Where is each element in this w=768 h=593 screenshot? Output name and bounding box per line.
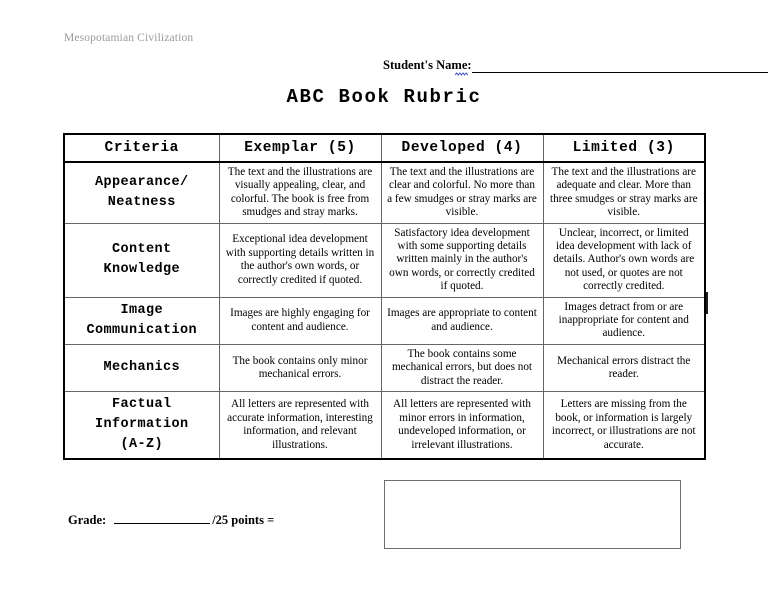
column-header-limited: Limited (3) — [543, 134, 705, 162]
grade-suffix: /25 points = — [212, 513, 275, 527]
table-header-row — [64, 134, 705, 162]
table-row — [64, 392, 705, 460]
text-cursor-caret — [706, 292, 708, 314]
spellcheck-squiggle-icon — [455, 72, 468, 76]
cell-limited: Images detract from or are inappropriate for content and audience. — [543, 297, 705, 344]
criteria-label: Appearance/ Neatness — [64, 162, 219, 223]
table-row — [64, 297, 705, 344]
cell-developed: Satisfactory idea development with some supporting details written mainly in the author's own words, or correctly credited if quoted. — [381, 223, 543, 297]
cell-limited: Letters are missing from the book, or information is largely incorrect, or illustrations are not accurate. — [543, 392, 705, 460]
cell-exemplar: Images are highly engaging for content and audience. — [219, 297, 381, 344]
running-header: Mesopotamian Civilization — [64, 32, 194, 44]
criteria-label: Image Communication — [64, 297, 219, 344]
cell-developed: Images are appropriate to content and audience. — [381, 297, 543, 344]
cell-developed: All letters are represented with minor errors in information, undeveloped information, or irrelevant illustrations. — [381, 392, 543, 460]
column-header-criteria: Criteria — [64, 134, 219, 162]
cell-exemplar: Exceptional idea development with supporting details written in the author's own words, or correctly credited if quoted. — [219, 223, 381, 297]
student-name-field[interactable] — [383, 58, 768, 75]
grade-blank-rule[interactable] — [114, 512, 210, 524]
cell-limited: Unclear, incorrect, or limited idea development with lack of details. Author's own words are not used, or quotes are not correctly credited. — [543, 223, 705, 297]
cell-limited: The text and the illustrations are adequate and clear. More than three smudges or stray marks are visible. — [543, 162, 705, 223]
cell-developed: The text and the illustrations are clear and colorful. No more than a few smudges or stray marks are visible. — [381, 162, 543, 223]
grade-label: Grade: — [68, 513, 107, 527]
cell-limited: Mechanical errors distract the reader. — [543, 344, 705, 391]
criteria-label: Factual Information (A-Z) — [64, 392, 219, 460]
table-row — [64, 223, 705, 297]
cell-developed: The book contains some mechanical errors, but does not distract the reader. — [381, 344, 543, 391]
comment-box[interactable] — [384, 480, 681, 549]
table-row — [64, 162, 705, 223]
cell-exemplar: All letters are represented with accurate information, interesting information, and relevant illustrations. — [219, 392, 381, 460]
criteria-label: Mechanics — [64, 344, 219, 391]
student-name-blank-rule[interactable] — [472, 72, 768, 73]
criteria-label: Content Knowledge — [64, 223, 219, 297]
rubric-table — [63, 133, 706, 460]
grade-field[interactable] — [68, 512, 274, 528]
table-row — [64, 344, 705, 391]
cell-exemplar: The book contains only minor mechanical errors. — [219, 344, 381, 391]
column-header-developed: Developed (4) — [381, 134, 543, 162]
column-header-exemplar: Exemplar (5) — [219, 134, 381, 162]
page-title: ABC Book Rubric — [286, 86, 482, 108]
cell-exemplar: The text and the illustrations are visually appealing, clear, and colorful. The book is free from smudges and stray marks. — [219, 162, 381, 223]
rubric-table-container — [63, 133, 704, 460]
student-name-label: Student's Name: — [383, 58, 472, 72]
